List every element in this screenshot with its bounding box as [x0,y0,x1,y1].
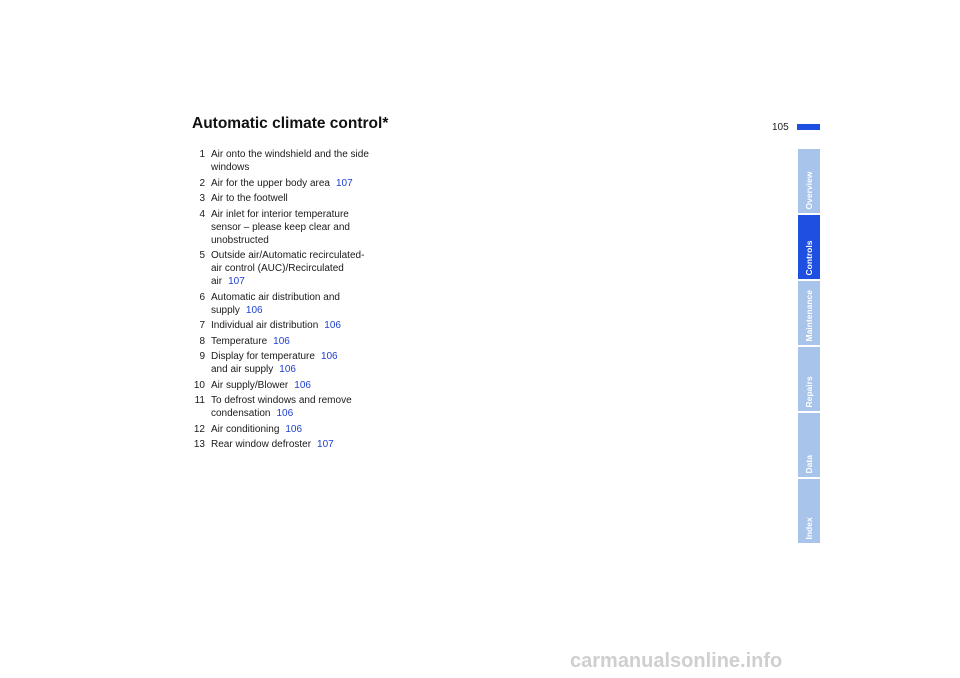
item-number: 11 [194,395,205,406]
item-number: 2 [199,177,205,189]
page-number: 105 [772,122,789,133]
item-text: Air to the footwell [211,193,288,204]
item-text: Air for the upper body area [211,177,330,189]
list-item [192,192,402,205]
list-item [192,335,402,348]
list-item [192,291,402,317]
tab-controls[interactable] [798,215,820,279]
item-text: Air onto the windshield and the side windows [211,149,369,173]
tab-label: Overview [803,171,814,209]
list-item [192,423,402,436]
tab-label: Maintenance [803,289,814,341]
page-reference-link[interactable]: 106 [320,351,338,362]
item-text: Display for temperature [211,351,315,362]
tab-label: Repairs [803,375,814,407]
tab-repairs[interactable] [798,347,820,411]
page-marker [797,124,820,130]
item-text: Outside air/Automatic recirculated- air control (AUC)/Recirculated air [211,250,365,287]
item-text: Automatic air distribution and supply [211,291,340,316]
item-text: Air conditioning [211,423,280,435]
item-number: 7 [199,320,205,331]
list-item [192,394,402,420]
item-number: 4 [199,208,205,220]
item-number: 12 [193,423,205,435]
tab-label: Index [803,516,814,539]
item-number: 3 [199,193,205,204]
page-reference-link[interactable]: 106 [294,379,311,391]
list-item [192,148,402,174]
tab-index[interactable] [798,479,820,543]
item-text: Individual air distribution [211,320,319,331]
item-text-continued: and air supply [211,364,274,375]
item-number: 5 [199,250,205,261]
page-reference-link[interactable]: 107 [335,177,353,189]
page-reference-link[interactable]: 106 [324,320,341,331]
item-text: Rear window defroster [211,439,312,450]
item-number: 13 [193,439,205,450]
watermark: carmanualsonline.info [570,650,783,672]
legend-list [192,148,402,454]
page-reference-link[interactable]: 107 [317,439,334,450]
item-number: 8 [199,335,205,347]
page-reference-link[interactable]: 106 [285,423,303,435]
item-text: Air supply/Blower [211,379,289,391]
item-number: 10 [193,379,205,391]
page-reference-link[interactable]: 107 [228,276,245,287]
list-item [192,350,402,376]
tab-overview[interactable] [798,149,820,213]
page-reference-link[interactable]: 106 [276,408,294,419]
page-title: Automatic climate control* [192,115,389,132]
page-reference-link[interactable]: 106 [279,364,296,375]
page-reference-link[interactable]: 106 [245,304,263,316]
item-text: To defrost windows and remove condensation [211,395,352,419]
tab-maintenance[interactable] [798,281,820,345]
list-item [192,438,402,451]
tab-label: Data [803,454,814,473]
item-number: 1 [199,149,205,160]
list-item [192,379,402,392]
tab-data[interactable] [798,413,820,477]
item-text: Air inlet for interior temperature sensor – please keep clear and unobstructed [211,208,350,246]
page-reference-link[interactable]: 106 [273,335,290,347]
item-number: 9 [199,351,205,362]
section-tabs [798,149,820,545]
item-number: 6 [199,291,205,303]
list-item [192,208,402,247]
list-item [192,177,402,190]
tab-label: Controls [803,240,814,275]
list-item [192,249,402,288]
list-item [192,319,402,332]
item-text: Temperature [211,335,268,347]
